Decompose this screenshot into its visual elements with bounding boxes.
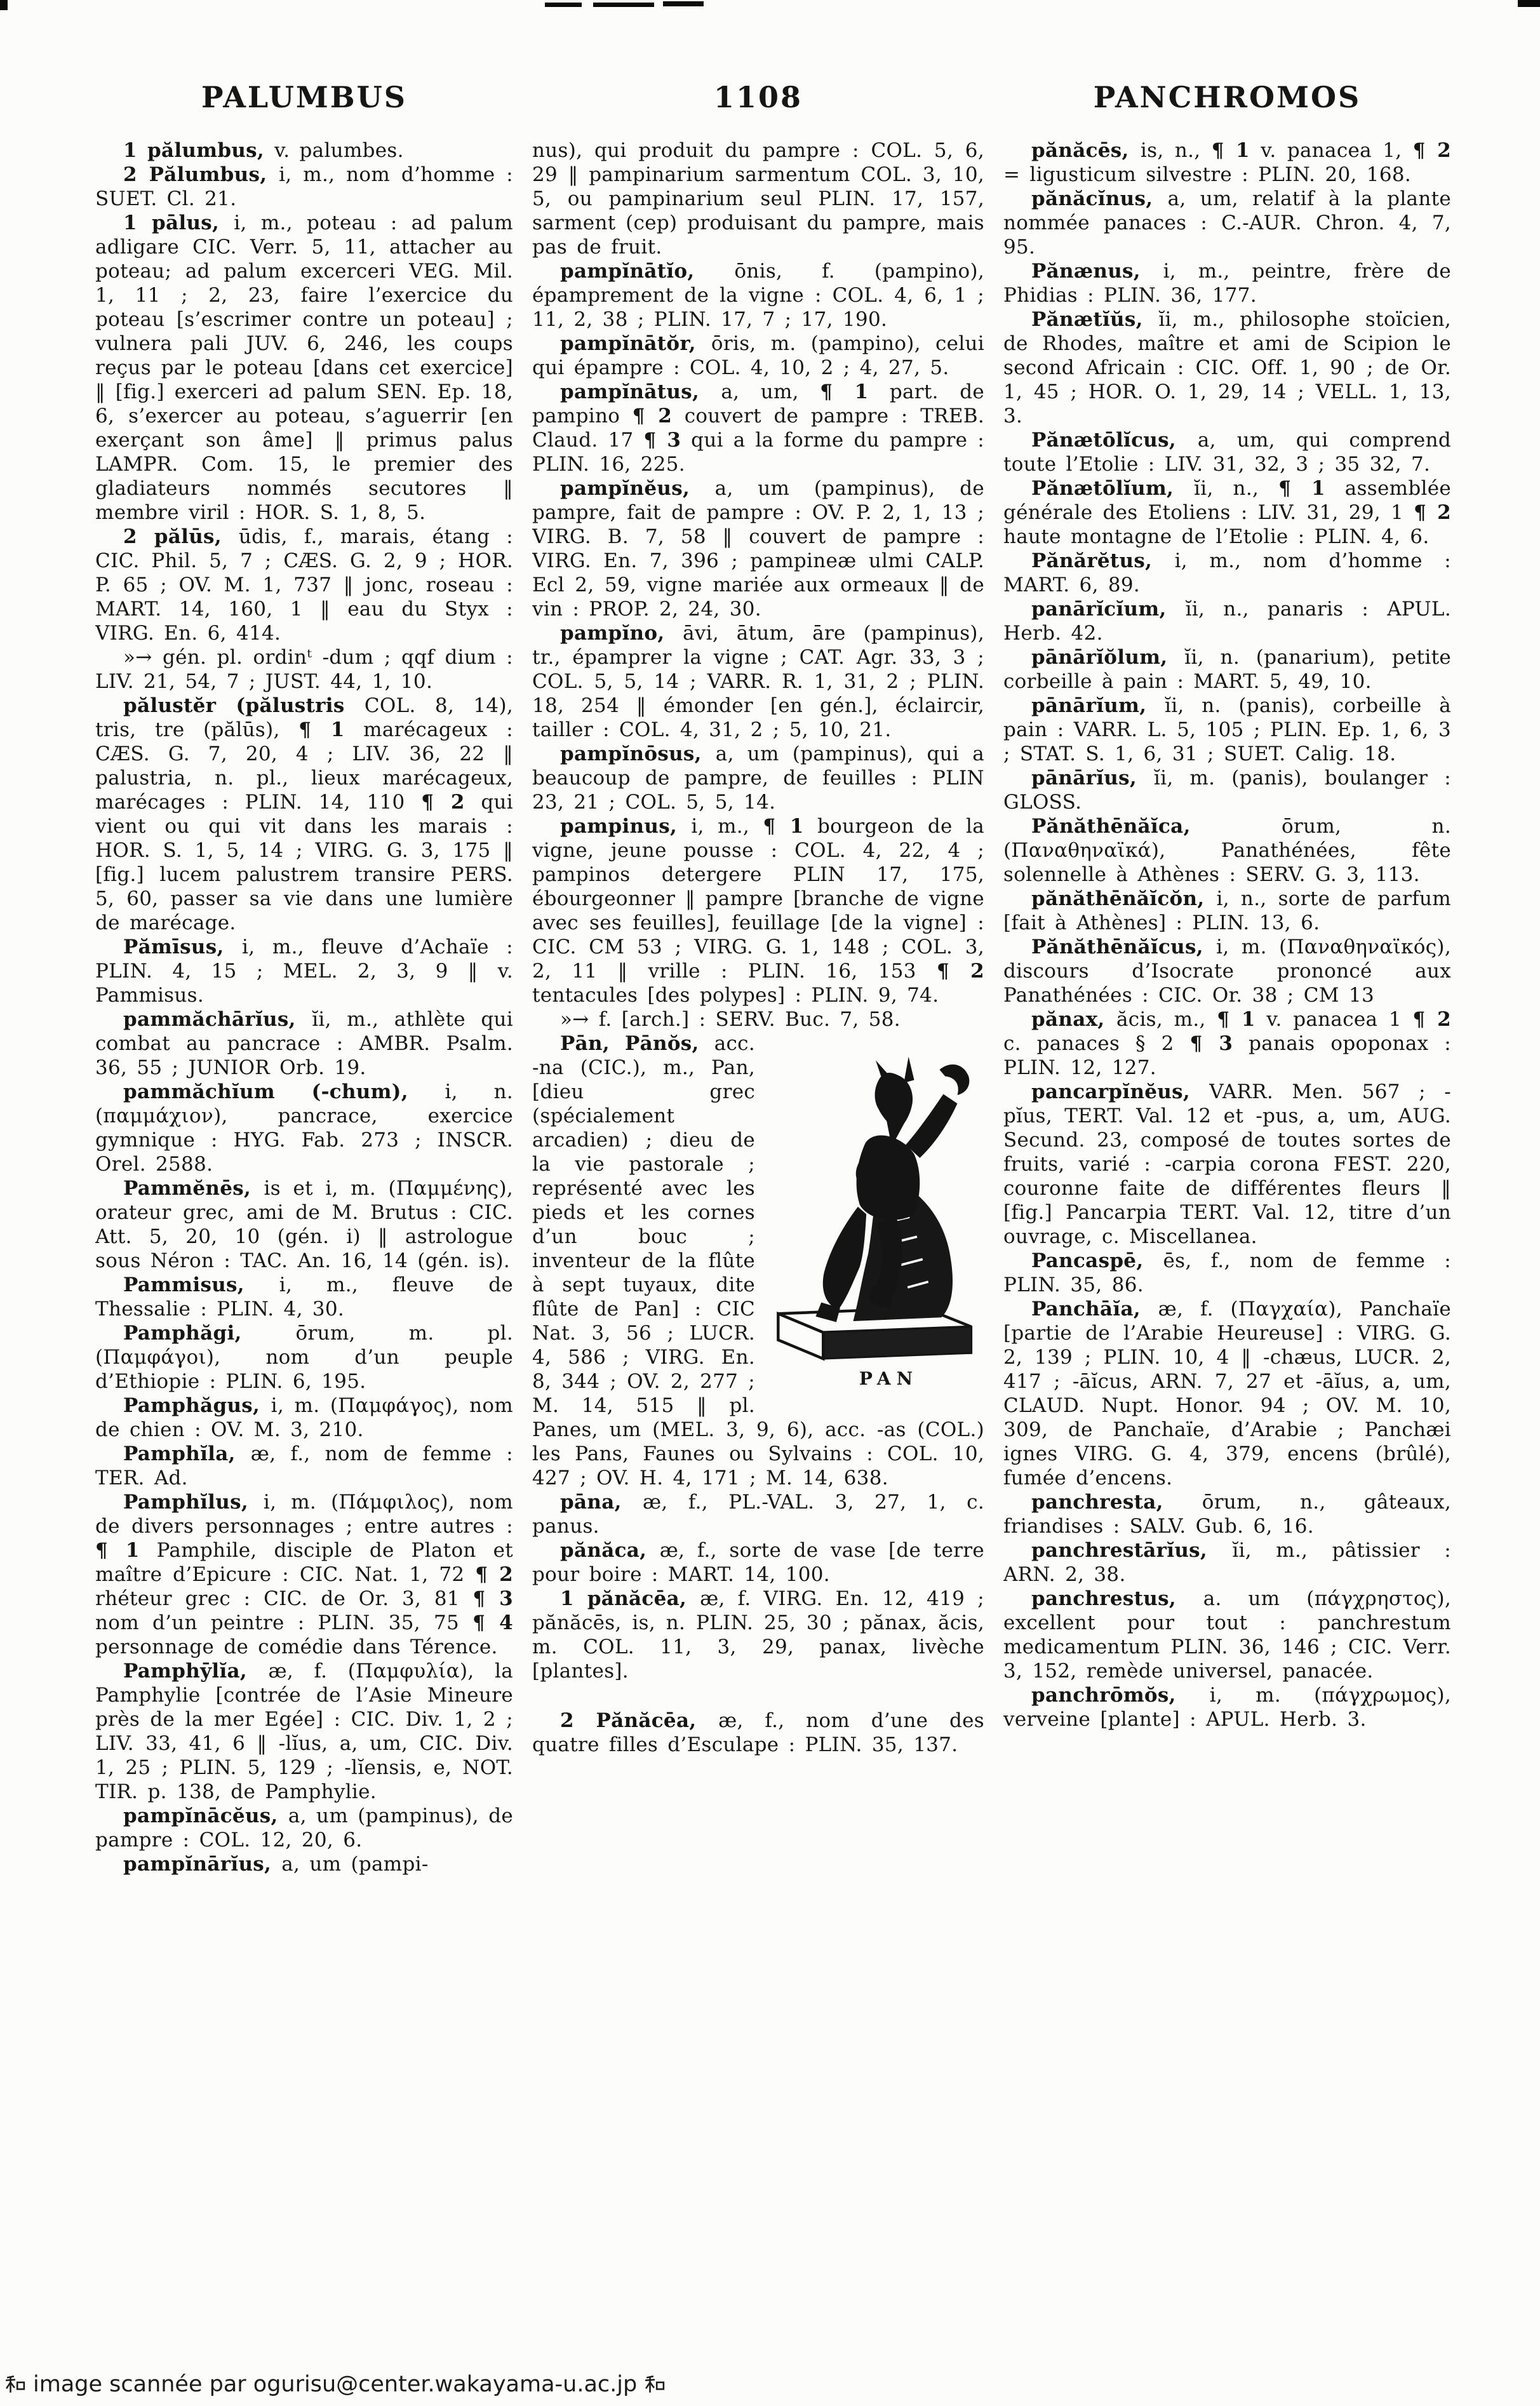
dictionary-entry: Pammisus, i, m., fleuve de Thessalie : PLIN. 4, 30. — [95, 1274, 513, 1321]
column — [532, 138, 984, 2355]
headword: Panchāĭa, — [1031, 1298, 1158, 1321]
headword: Pancaspē, — [1031, 1249, 1163, 1272]
headword: 1 pălumbus, — [123, 139, 275, 162]
dictionary-entry: pampĭnātĭo, ōnis, f. (pampino), épamprement de la vigne : COL. 4, 6, 1 ; 11, 2, 38 ; PLIN. 17, 7 ; 17, 190. — [532, 260, 984, 331]
headword: Pammĕnēs, — [123, 1177, 264, 1200]
section-mark: ¶ 2 — [1412, 139, 1451, 162]
dictionary-entry: pāna, æ, f., PL.-VAL. 3, 27, 1, c. panus. — [532, 1491, 984, 1538]
headword: panchrestus, — [1031, 1587, 1203, 1610]
column — [1003, 138, 1451, 2355]
section-mark: ¶ 3 — [472, 1587, 513, 1610]
dictionary-entry: pampĭno, āvi, ātum, āre (pampinus), tr., épamprer la vigne ; CAT. Agr. 33, 3 ; COL. 5, 5, 14 ; VARR. R. 1, 31, 2 ; PLIN. 18, 254 ‖ émonder [en gén.], éclaircir, tailler : COL. 4, 31, 2 ; 5, 10, 21. — [532, 622, 984, 741]
dictionary-entry: Pamphăgus, i, m. (Παμφάγος), nom de chien : OV. M. 3, 210. — [95, 1394, 513, 1441]
headword: pănax, — [1031, 1008, 1117, 1031]
dictionary-entry: 2 pălūs, ūdis, f., marais, étang : CIC. Phil. 5, 7 ; CÆS. G. 2, 9 ; HOR. P. 65 ; OV. M. 1, 737 ‖ jonc, roseau : MART. 14, 160, 1 ‖ eau du Styx : VIRG. En. 6, 414. — [95, 525, 513, 645]
dictionary-entry: panchrestārĭus, ĭi, m., pâtissier : ARN. 2, 38. — [1003, 1539, 1451, 1586]
headword: pampinus, — [560, 815, 692, 838]
dictionary-entry: pānārĭus, ĭi, m. (panis), boulanger : GLOSS. — [1003, 767, 1451, 814]
page-number: 1108 — [713, 80, 803, 114]
running-head — [95, 80, 1451, 114]
section-mark: ¶ 1 — [298, 718, 345, 741]
headword: Pănætĭŭs, — [1031, 308, 1159, 331]
section-mark: ¶ 1 — [95, 1539, 140, 1562]
headword: pammăchĭum (-chum), — [123, 1080, 445, 1103]
headword: Pamphĭlus, — [123, 1491, 264, 1514]
headword: pănăthēnăĭcŏn, — [1031, 887, 1217, 910]
section-mark: ¶ 3 — [1189, 1032, 1233, 1055]
headword: Pănætōlĭcus, — [1031, 429, 1198, 452]
wa-kanji-icon — [645, 2374, 665, 2395]
dictionary-entry: 2 Pălumbus, i, m., nom d’homme : SUET. Cl. 21. — [95, 163, 513, 210]
dictionary-entry: pammăchĭum (-chum), i, n. (παμμάχιον), pancrace, exercice gymnique : HYG. Fab. 273 ; INSCR. Orel. 2588. — [95, 1080, 513, 1176]
headword: pănăcēs, — [1031, 139, 1141, 162]
dictionary-entry: Pamphȳlĭa, æ, f. (Παμφυλία), la Pamphylie [contrée de l’Asie Mineure près de la mer Egée] : CIC. Div. 1, 2 ; LIV. 33, 41, 6 ‖ -lĭus, a, um, CIC. Div. 1, 25 ; PLIN. 5, 129 ; -lĭensis, e, NOT. TIR. p. 138, de Pamphylie. — [95, 1660, 513, 1803]
headword: pampĭnācĕus, — [123, 1805, 288, 1827]
headword: pălustĕr (pălustris — [123, 694, 365, 717]
wa-kanji-icon — [5, 2374, 25, 2395]
headword: 2 pălūs, — [123, 525, 239, 548]
headword: Pamphĭla, — [123, 1442, 251, 1465]
dictionary-entry: Pănænus, i, m., peintre, frère de Phidias : PLIN. 36, 177. — [1003, 260, 1451, 307]
dictionary-entry: pancarpĭnĕus, VARR. Men. 567 ; -pĭus, TERT. Val. 12 et -pus, a, um, AUG. Secund. 23, composé de toutes sortes de fruits, varié : -carpia corona FEST. 220, couronne faite de différentes fleurs ‖ [fig.] Pancarpia TERT. Val. 12, titre d’un ouvrage, c. Miscellanea. — [1003, 1080, 1451, 1248]
headword: Pān, Pānŏs, — [560, 1032, 714, 1055]
dictionary-entry: pammăchārĭus, ĭi, m., athlète qui combat au pancrace : AMBR. Psalm. 36, 55 ; JUNIOR Orb. 19. — [95, 1008, 513, 1079]
section-mark: ¶ 2 — [1412, 1008, 1451, 1031]
dictionary-entry: Pănætōlĭcus, a, um, qui comprend toute l’Etolie : LIV. 31, 32, 3 ; 35 32, 7. — [1003, 429, 1451, 476]
dictionary-entry: 2 Pănăcēa, æ, f., nom d’une des quatre filles d’Esculape : PLIN. 35, 137. — [532, 1709, 984, 1756]
dictionary-entry: 1 pālus, i, m., poteau : ad palum adligare CIC. Verr. 5, 11, attacher au poteau; ad palum excerceri VEG. Mil. 1, 11 ; 2, 23, faire l’exercice du poteau [s’escrimer contre un poteau] ; vulnera pali JUV. 6, 246, les coups reçus par le poteau [dans cet exercice] ‖ [fig.] exerceri ad palum SEN. Ep. 18, 6, s’exercer au poteau, s’aguerrir [en exerçant son âme] ‖ primus palus LAMPR. Com. 15, le premier des gladiateurs nommés secutores ‖ membre viril : HOR. S. 1, 8, 5. — [95, 212, 513, 524]
headword: Pamphăgi, — [123, 1322, 296, 1345]
headword: Pănætōlĭum, — [1031, 477, 1195, 500]
headword: pammăchārĭus, — [123, 1008, 312, 1031]
dictionary-entry: Pamphăgi, ōrum, m. pl. (Παμφάγοι), nom d’un peuple d’Ethiopie : PLIN. 6, 195. — [95, 1322, 513, 1393]
section-mark: ¶ 1 — [820, 380, 869, 403]
dictionary-entry: Pamphĭlus, i, m. (Πάμφιλος), nom de divers personnages ; entre autres : ¶ 1 Pamphile, disciple de Platon et maître d’Epicure : CIC. Nat. 1, 72 ¶ 2 rhéteur grec : CIC. de Or. 3, 81 ¶ 3 nom d’un peintre : PLIN. 35, 75 ¶ 4 personnage de comédie dans Térence. — [95, 1491, 513, 1658]
figure-caption: PAN — [859, 1368, 919, 1389]
section-mark: ¶ 2 — [632, 405, 673, 427]
headword: pānārĭus, — [1031, 767, 1154, 790]
scan-artifact — [593, 3, 654, 7]
dictionary-entry: panārĭcĭum, ĭi, n., panaris : APUL. Herb. 42. — [1003, 598, 1451, 645]
dictionary-entry: PAN Pān, Pānŏs, acc. -na (CIC.), m., Pan, [dieu grec (spécialement arcadien) ; dieu de la vie pastorale ; représenté avec les pieds et les cornes d’un bouc ; inventeur de la flûte à sept tuyaux, dite flûte de Pan] : CIC Nat. 3, 56 ; LUCR. 4, 586 ; VIRG. En. 8, 344 ; OV. 2, 277 ; M. 14, 515 ‖ pl. Panes, um (MEL. 3, 9, 6), acc. -as (COL.) les Pans, Faunes ou Sylvains : COL. 10, 427 ; OV. H. 4, 171 ; M. 14, 638. — [532, 1032, 984, 1489]
headword: pancarpĭnĕus, — [1031, 1080, 1210, 1103]
scan-credit-text: image scannée par ogurisu@center.wakayama-u.ac.jp — [33, 2372, 638, 2397]
section-mark: ¶ 2 — [1414, 501, 1451, 524]
section-mark: ¶ 2 — [936, 960, 984, 983]
headword: pampĭnōsus, — [560, 743, 716, 765]
headword: pănăcĭnus, — [1031, 187, 1168, 210]
dictionary-entry: pānārĭŏlum, ĭi, n. (panarium), petite corbeille à pain : MART. 5, 49, 10. — [1003, 646, 1451, 693]
dictionary-entry: 1 pănăcēa, æ, f. VIRG. En. 12, 419 ; pănăcēs, is, n. PLIN. 25, 30 ; pănax, ăcis, m. COL. 11, 3, 29, panax, livèche [plantes]. — [532, 1587, 984, 1683]
dictionary-entry: Pancaspē, ēs, f., nom de femme : PLIN. 35, 86. — [1003, 1249, 1451, 1296]
dictionary-entry: pănăthēnăĭcŏn, i, n., sorte de parfum [fait à Athènes] : PLIN. 13, 6. — [1003, 887, 1451, 934]
dictionary-entry: Pănætĭŭs, ĭi, m., philosophe stoïcien, de Rhodes, maître et ami de Scipion le second Africain : CIC. Off. 1, 90 ; de Or. 1, 45 ; HOR. O. 1, 29, 14 ; VELL. 1, 13, 3. — [1003, 308, 1451, 427]
dictionary-entry: Panchāĭa, æ, f. (Παγχαία), Panchaïe [partie de l’Arabie Heureuse] : VIRG. G. 2, 139 ; PLIN. 10, 4 ‖ -chæus, LUCR. 2, 417 ; -āĭcus, ARN. 7, 27 et -āĭus, a, um, CLAUD. Nupt. Honor. 94 ; OV. M. 10, 309, de Panchaïe, d’Arabie ; Panchæi ignes VIRG. G. 4, 379, encens (brûlé), fumée d’encens. — [1003, 1298, 1451, 1489]
headword: pampĭno, — [560, 622, 683, 645]
dictionary-entry: Pănætōlĭum, ĭi, n., ¶ 1 assemblée générale des Etoliens : LIV. 31, 29, 1 ¶ 2 haute montagne de l’Etolie : PLIN. 4, 6. — [1003, 477, 1451, 548]
running-head-right: PANCHROMOS — [1093, 80, 1362, 114]
section-mark: ¶ 2 — [475, 1563, 513, 1586]
headword: Pănărĕtus, — [1031, 549, 1175, 572]
headword: panchrestārĭus, — [1031, 1539, 1233, 1562]
headword: Pammisus, — [123, 1274, 279, 1296]
scan-artifact — [1518, 0, 1540, 7]
headword: pampĭnātŏr, — [560, 332, 711, 355]
dictionary-entry: nus), qui produit du pampre : COL. 5, 6, 29 ‖ pampinarium sarmentum COL. 3, 10, 5, ou pampinarium seul PLIN. 17, 157, sarment (cep) produisant du pampre, mais pas de fruit. — [532, 139, 984, 259]
headword: Pamphăgus, — [123, 1394, 271, 1417]
headword: pampĭnātus, — [560, 380, 721, 403]
section-mark: ¶ 1 — [1217, 1008, 1255, 1031]
headword: pampĭnārĭus, — [123, 1853, 282, 1876]
dictionary-entry: Pămīsus, i, m., fleuve d’Achaïe : PLIN. 4, 15 ; MEL. 2, 3, 9 ‖ v. Pammisus. — [95, 936, 513, 1007]
scan-artifact — [663, 1, 704, 6]
headword: Pamphȳlĭa, — [123, 1660, 269, 1683]
dictionary-entry: pānārĭum, ĭi, n. (panis), corbeille à pain : VARR. L. 5, 105 ; PLIN. Ep. 1, 6, 3 ; STAT. S. 1, 6, 31 ; SUET. Calig. 18. — [1003, 694, 1451, 765]
scan-artifact — [0, 0, 8, 10]
headword: panchresta, — [1031, 1491, 1202, 1514]
headword: panārĭcĭum, — [1031, 598, 1186, 621]
headword: pampĭnātĭo, — [560, 260, 735, 283]
section-mark: ¶ 2 — [421, 791, 465, 814]
dictionary-entry: panchresta, ōrum, n., gâteaux, friandises : SALV. Gub. 6, 16. — [1003, 1491, 1451, 1538]
column — [95, 138, 513, 2355]
dictionary-entry: pănăca, æ, f., sorte de vase [de terre pour boire : MART. 14, 100. — [532, 1539, 984, 1586]
section-mark: ¶ 4 — [472, 1611, 513, 1634]
headword: Pănăthēnăĭcus, — [1031, 936, 1217, 958]
headword: Pănænus, — [1031, 260, 1163, 283]
headword: 2 Pănăcēa, — [560, 1709, 719, 1732]
dictionary-entry: Pănăthēnăĭca, ōrum, n. (Παναθηναϊκά), Panathénées, fête solennelle à Athènes : SERV. G. 3, 113. — [1003, 815, 1451, 886]
running-head-left: PALUMBUS — [201, 80, 407, 114]
headword: Pămīsus, — [123, 936, 243, 958]
headword: 1 pănăcēa, — [560, 1587, 700, 1610]
dictionary-entry: pampĭnātus, a, um, ¶ 1 part. de pampino ¶ 2 couvert de pampre : TREB. Claud. 17 ¶ 3 qui a la forme du pampre : PLIN. 16, 225. — [532, 380, 984, 476]
dictionary-entry: pampĭnĕus, a, um (pampinus), de pampre, fait de pampre : OV. P. 2, 1, 13 ; VIRG. B. 7, 58 ‖ couvert de pampre : VIRG. En. 7, 396 ; pampineæ ulmi CALP. Ecl 2, 59, vigne mariée aux ormeaux ‖ de vin : PROP. 2, 24, 30. — [532, 477, 984, 621]
dictionary-entry: pampĭnōsus, a, um (pampinus), qui a beaucoup de pampre, de feuilles : PLIN 23, 21 ; COL. 5, 5, 14. — [532, 743, 984, 814]
section-mark: ¶ 1 — [1211, 139, 1250, 162]
section-mark: ¶ 1 — [763, 815, 804, 838]
headword: 1 pālus, — [123, 212, 234, 234]
dictionary-entry: pampĭnārĭus, a, um (pampi- — [123, 1853, 429, 1876]
dictionary-entry: pampĭnātŏr, ōris, m. (pampino), celui qui épampre : COL. 4, 10, 2 ; 4, 27, 5. — [532, 332, 984, 379]
dictionary-entry: pănăcēs, is, n., ¶ 1 v. panacea 1, ¶ 2 = ligusticum silvestre : PLIN. 20, 168. — [1003, 139, 1451, 186]
dictionary-entry: Pănărĕtus, i, m., nom d’homme : MART. 6, 89. — [1003, 549, 1451, 596]
dictionary-entry: panchrestus, a. um (πάγχρηστος), excellent pour tout : panchrestum medicamentum PLIN. 36, 146 ; CIC. Verr. 3, 152, remède universel, panacée. — [1003, 1587, 1451, 1683]
dictionary-entry: pampĭnācĕus, a, um (pampinus), de pampre : COL. 12, 20, 6. — [95, 1805, 513, 1852]
dictionary-entry: 1 pălumbus, v. palumbes. — [123, 139, 404, 162]
dictionary-entry: pănax, ăcis, m., ¶ 1 v. panacea 1 ¶ 2 c. panaces § 2 ¶ 3 panais opoponax : PLIN. 12, 127. — [1003, 1008, 1451, 1079]
dictionary-entry: pampinus, i, m., ¶ 1 bourgeon de la vigne, jeune pousse : COL. 4, 22, 4 ; pampinos detergere PLIN 17, 175, ébourgeonner ‖ pampre [branche de vigne avec ses feuilles], feuillage [de la vigne] : CIC. CM 53 ; VIRG. G. 1, 148 ; COL. 3, 2, 11 ‖ vrille : PLIN. 16, 153 ¶ 2 tentacules [des polypes] : PLIN. 9, 74. — [532, 815, 984, 1007]
headword: pănăca, — [560, 1539, 660, 1562]
dictionary-entry: »→ gén. pl. ordinᵗ -dum ; qqf dium : LIV. 21, 54, 7 ; JUST. 44, 1, 10. — [95, 646, 513, 693]
section-mark: ¶ 3 — [643, 429, 681, 452]
headword: panchrōmŏs, — [1031, 1684, 1210, 1707]
dictionary-entry: Pănăthēnăĭcus, i, m. (Παναθηναϊκός), discours d’Isocrate prononcé aux Panathénées : CIC. Or. 38 ; CM 13 — [1003, 936, 1451, 1007]
dictionary-entry: pănăcĭnus, a, um, relatif à la plante nommée panaces : C.-AUR. Chron. 4, 7, 95. — [1003, 187, 1451, 259]
dictionary-entry: pălustĕr (pălustris COL. 8, 14), tris, tre (pălūs), ¶ 1 marécageux : CÆS. G. 7, 20, 4 ; LIV. 36, 22 ‖ palustria, n. pl., lieux marécageux, marécages : PLIN. 14, 110 ¶ 2 qui vient ou qui vit dans les marais : HOR. S. 1, 5, 14 ; VIRG. G. 3, 175 ‖ [fig.] lucem palustrem transire PERS. 5, 60, passer sa vie dans une lumière de marécage. — [95, 694, 513, 934]
dictionary-entry: Pamphĭla, æ, f., nom de femme : TER. Ad. — [95, 1442, 513, 1489]
dictionary-entry: panchrōmŏs, i, m. (πάγχρωμος), verveine [plante] : APUL. Herb. 3. — [1003, 1684, 1451, 1731]
pan-statue-illustration — [765, 1034, 984, 1364]
section-mark: ¶ 1 — [1278, 477, 1325, 500]
headword: Pănăthēnăĭca, — [1031, 815, 1282, 838]
dictionary-entry: »→ f. [arch.] : SERV. Buc. 7, 58. — [560, 1008, 901, 1031]
dictionary-entry: Pammĕnēs, is et i, m. (Παμμένης), orateur grec, ami de M. Brutus : CIC. Att. 5, 20, 10 (gén. i) ‖ astrologue sous Néron : TAC. An. 16, 14 (gén. is). — [95, 1177, 513, 1272]
headword: pānārĭum, — [1031, 694, 1165, 717]
text-columns — [95, 138, 1451, 2355]
headword: pāna, — [560, 1491, 643, 1514]
scan-artifact — [545, 3, 582, 7]
headword: 2 Pălumbus, — [123, 163, 279, 186]
headword: pānārĭŏlum, — [1031, 646, 1185, 669]
headword: pampĭnĕus, — [560, 477, 715, 500]
scan-credit — [5, 2372, 665, 2397]
pan-statue-figure — [765, 1034, 984, 1391]
